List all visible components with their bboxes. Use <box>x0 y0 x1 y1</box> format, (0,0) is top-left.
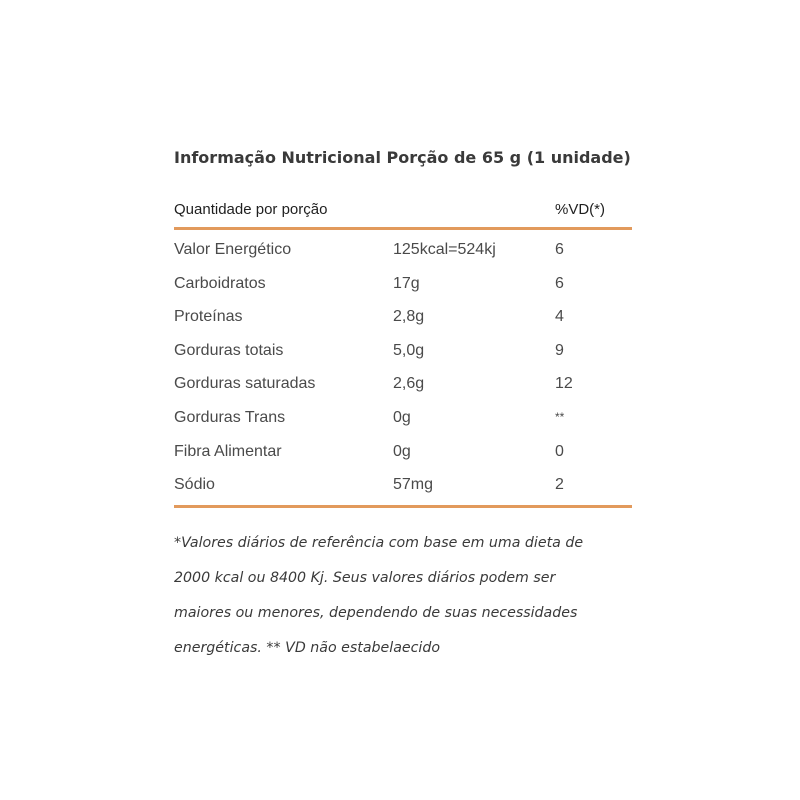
nutrient-amount: 2,6g <box>393 375 425 393</box>
footnote-line: *Valores diários de referência com base em uma dieta de <box>174 534 584 551</box>
nutrient-name: Fibra Alimentar <box>174 442 282 460</box>
nutrient-name: Gorduras totais <box>174 341 284 359</box>
nutrient-vd: 0 <box>555 442 564 460</box>
footnote-line: maiores ou menores, dependendo de suas necessidades <box>174 604 578 621</box>
nutrient-vd: 2 <box>555 476 564 494</box>
nutrient-amount: 5,0g <box>393 341 425 359</box>
nutrient-name: Sódio <box>174 476 215 494</box>
nutrient-vd: ** <box>555 409 565 424</box>
nutrient-vd: 6 <box>555 274 564 292</box>
footnote-line: energéticas. ** VD não estabelaecido <box>174 639 441 656</box>
nutrition-table <box>174 193 632 508</box>
nutrient-amount: 17g <box>393 274 420 292</box>
header-amount <box>393 193 555 227</box>
daily-value-footnote <box>174 526 640 666</box>
table-row-energy <box>174 233 632 267</box>
nutrient-amount: 57mg <box>393 476 434 494</box>
nutrient-vd: 12 <box>555 375 573 393</box>
nutrition-title: Informação Nutricional Porção de 65 g (1 unidade) <box>174 148 631 167</box>
nutrient-vd: 9 <box>555 341 564 359</box>
table-header <box>174 193 632 230</box>
table-row-total-fat <box>174 334 632 368</box>
nutrient-name: Valor Energético <box>174 241 292 258</box>
nutrient-amount: 0g <box>393 408 411 426</box>
table-row-proteins <box>174 300 632 334</box>
header-quantity-per-serving: Quantidade por porção <box>174 201 328 218</box>
table-row-sodium <box>174 468 632 502</box>
nutrient-name: Gorduras Trans <box>174 408 286 426</box>
footnote-line: 2000 kcal ou 8400 Kj. Seus valores diários podem ser <box>174 569 556 586</box>
nutrient-vd: 4 <box>555 308 564 326</box>
nutrient-amount: 2,8g <box>393 308 425 326</box>
nutrition-facts-panel <box>174 144 632 666</box>
table-row-trans-fat <box>174 401 632 435</box>
header-daily-value: %VD(*) <box>555 201 606 218</box>
nutrient-amount: 125kcal=524kj <box>393 241 496 258</box>
table-row-carbohydrates <box>174 267 632 301</box>
nutrient-name: Carboidratos <box>174 274 266 292</box>
nutrient-name: Gorduras saturadas <box>174 375 316 393</box>
nutrient-name: Proteínas <box>174 308 243 326</box>
nutrient-amount: 0g <box>393 442 411 460</box>
table-row-saturated-fat <box>174 367 632 401</box>
nutrient-vd: 6 <box>555 241 564 258</box>
table-row-dietary-fiber <box>174 435 632 469</box>
table-body <box>174 230 632 508</box>
